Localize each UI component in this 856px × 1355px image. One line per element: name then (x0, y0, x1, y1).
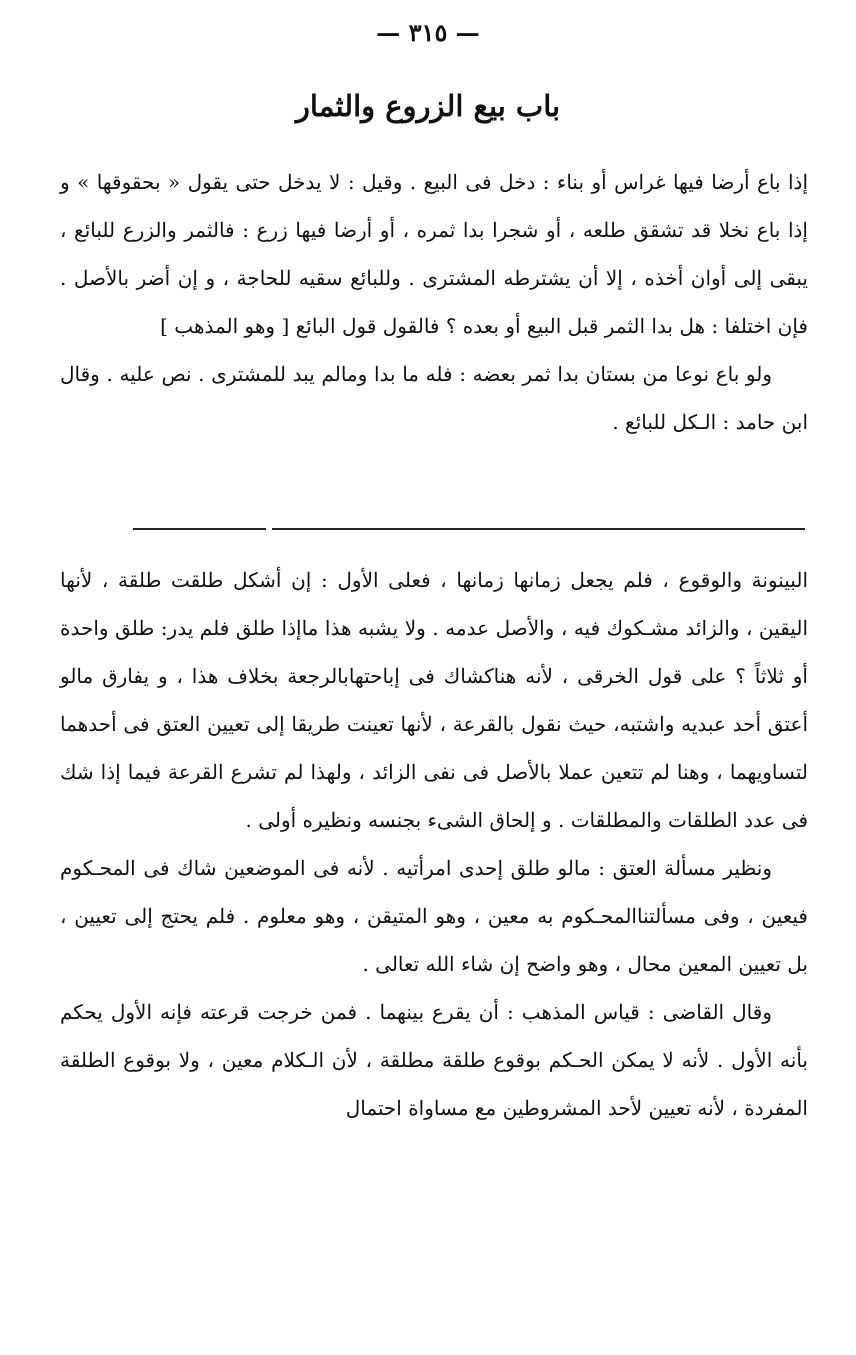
main-paragraph-2: ولو باع نوعا من بستان بدا ثمر بعضه : فله ما بدا ومالم يبد للمشترى . نص عليه . وقال ابن حامد : الـكل للبائع . (60, 362, 808, 434)
commentary-text-block (60, 556, 808, 1132)
commentary-paragraph-1: البينونة والوقوع ، فلم يجعل زمانها زمانها ، فعلى الأول : إن أشكل طلقت طلقة ، لأنها اليقين ، والزائد مشـكوك فيه ، والأصل عدمه . ولا يشبه هذا ماإذا طلق فلم يدر: طلق واحدة أو ثلاثاً ؟ على قول الخرقى ، لأنه هناكشاك فى إباحتهابالرجعة بخلاف هذا ، و يفارق مالو أعتق أحد عبديه واشتبه، حيث نقول بالقرعة ، لأنها تعينت طريقا إلى تعيين العتق فى أحدهما لتساويهما ، وهنا لم تتعين عملا بالأصل فى نفى الزائد ، ولهذا لم تشرع القرعة فيما إذا شك فى عدد الطلقات والمطلقات . و إلحاق الشىء بجنسه ونظيره أولى . (60, 568, 808, 832)
divider-gap (266, 524, 272, 532)
main-paragraph-1: إذا باع أرضا فيها غراس أو بناء : دخل فى البيع . وقيل : لا يدخل حتى يقول « بحقوقها » و إذا باع نخلا قد تشقق طلعه ، أو شجرا بدا ثمره ، أو أرضا فيها زرع : فالثمر والزرع للبائع ، يبقى إلى أوان أخذه ، إلا أن يشترطه المشترى . وللبائع سقيه للحاجة ، و إن أضر بالأصل . فإن اختلفا : هل بدا الثمر قبل البيع أو بعده ؟ فالقول قول البائع [ وهو المذهب ] (60, 170, 808, 338)
footnote-divider (133, 528, 805, 530)
commentary-paragraph-2: ونظير مسألة العتق : مالو طلق إحدى امرأتيه . لأنه فى الموضعين شاك فى المحـكوم فيعين ، وفى مسألتناالمحـكوم به معين ، وهو المتيقن ، وهو معلوم . فلم يحتج إلى تعيين ، بل تعيين المعين محال ، وهو واضح إن شاء الله تعالى . (60, 856, 808, 976)
chapter-title: باب بيع الزروع والثمار (295, 89, 561, 123)
page-number: — ٣١٥ — (376, 18, 480, 47)
main-text-block (60, 158, 808, 446)
commentary-paragraph-3: وقال القاضى : قياس المذهب : أن يقرع بينهما . فمن خرجت قرعته فإنه الأول يحكم بأنه الأول . لأنه لا يمكن الحـكم بوقوع طلقة مطلقة ، لأن الـكلام معين ، ولا بوقوع الطلقة المفردة ، لأنه تعيين لأحد المشروطين مع مساواة احتمال (60, 1000, 808, 1120)
